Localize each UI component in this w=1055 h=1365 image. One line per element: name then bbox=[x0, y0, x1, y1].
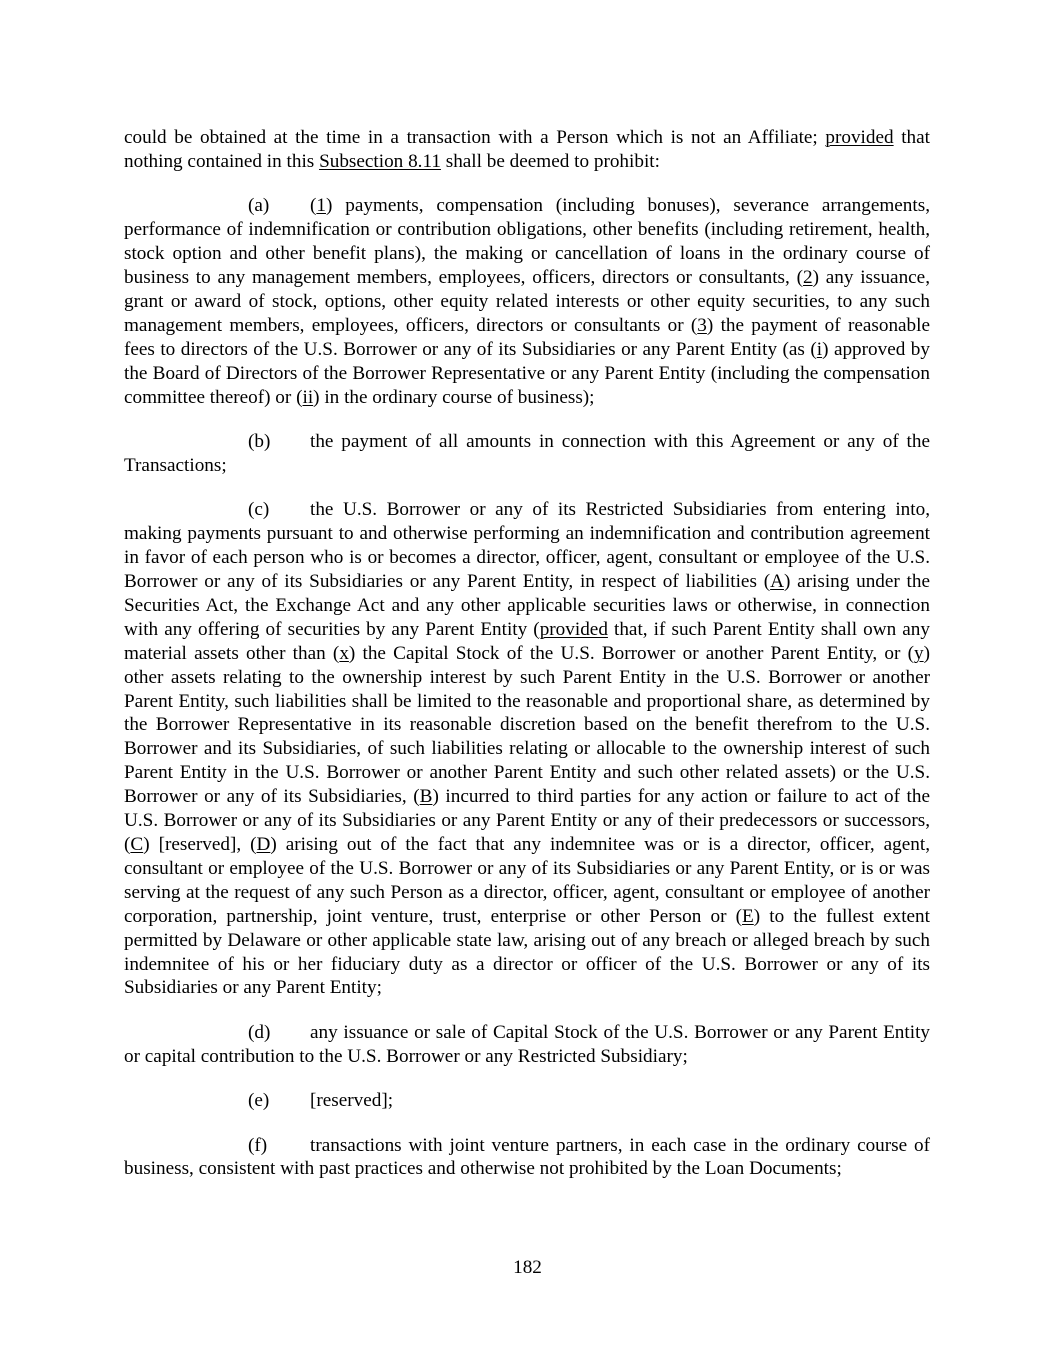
clause-label: (d) bbox=[248, 1021, 271, 1043]
enumerator: y bbox=[914, 642, 924, 664]
clause-b bbox=[124, 430, 930, 478]
clause-text: the payment of all amounts in connection with this Agreement or any of the Transactions; bbox=[124, 430, 930, 476]
provided-term: provided bbox=[539, 618, 608, 640]
clause-text: [reserved]; bbox=[310, 1090, 394, 1112]
document-body bbox=[124, 126, 930, 1202]
clause-text: that, if such Parent Entity shall own any material assets other than bbox=[124, 618, 930, 664]
clause-text: transactions with joint venture partners, in each case in the ordinary course of business, consistent with past practices and otherwise not prohibited by the Loan Documents; bbox=[124, 1134, 930, 1180]
clause-text: the U.S. Borrower or any of its Restricted Subsidiaries from entering into, making payments pursuant to and otherwise performing an indemnification and contribution agreement in favor of each person who is or becomes a director, officer, agent, consultant or employee of the U.S. Borrower or any of its Subsidiaries or any Parent Entity, in respect of liabilities bbox=[124, 499, 930, 592]
clause-text: to the fullest extent permitted by Delaware or other applicable state law, arising out of any breach or alleged breach by such indemnitee of his or her fiduciary duty as a director or officer of the U.S. Borrower or any of its Subsidiaries or any Parent Entity; bbox=[124, 905, 930, 999]
enumerator: A bbox=[770, 571, 784, 592]
enumerator: D bbox=[256, 833, 271, 855]
clause-label: (b) bbox=[248, 430, 271, 452]
enumerator: 1 bbox=[316, 195, 326, 217]
intro-text: could be obtained at the time in a transaction with a Person which is not an Affiliate; bbox=[124, 127, 826, 148]
clause-text: other assets relating to the ownership interest by such Parent Entity in the U.S. Borrower or another Parent Entity, such liabilities shall be limited to the reasonable and proportional share, as determined by the Borrower Representative in its reasonable discretion based on the benefit therefrom to the U.S. Borrower and its Subsidiaries, of such liabilities relating or allocable to the ownership interest of such Parent Entity in the U.S. Borrower or another Parent Entity and such other related assets) or the U.S. Borrower or any of its Subsidiaries, bbox=[124, 666, 930, 808]
clause-text: the payment of reasonable fees to directors of the U.S. Borrower or any of its Subsidiaries or any Parent Entity (as bbox=[124, 314, 930, 360]
clause-text: incurred to third parties for any action or failure to act of the U.S. Borrower or any of its Subsidiaries or any Parent Entity or any of their predecessors or successors, bbox=[124, 786, 930, 832]
clause-label: (e) bbox=[248, 1090, 270, 1112]
enumerator: i bbox=[816, 338, 823, 360]
clause-text: in the ordinary course of business); bbox=[319, 386, 595, 408]
subsection-reference: Subsection 8.11 bbox=[319, 150, 441, 172]
clause-c: (c) the U.S. Borrower or any of its Restricted Subsidiaries from entering into, making payments pursuant to and otherwise performing an indemnification and contribution agreement in favor of each person who is or becomes a director, officer, agent, consultant or employee of the U.S. Borrower or any of its Subsidiaries or any Parent Entity, in respect of liabilities (A) arising under the Securities Act, the Exchange Act and any other applicable securities laws or otherwise, in connection with any offering of securities by any Parent Entity (provided that, if such Parent Entity shall own any material assets other than (x) the Capital Stock of the U.S. Borrower or another Parent Entity, or (y) other assets relating to the ownership interest by such Parent Entity in the U.S. Borrower or another Parent Entity, such liabilities shall be limited to the reasonable and proportional share, as determined by the Borrower Representative in its reasonable discretion based on the benefit therefrom to the U.S. Borrower and its Subsidiaries, of such liabilities relating or allocable to the ownership interest of such Parent Entity in the U.S. Borrower or another Parent Entity and such other related assets) or the U.S. Borrower or any of its Subsidiaries, (B) incurred to third parties for any action or failure to act of the U.S. Borrower or any of its Subsidiaries or any Parent Entity or any of their predecessors or successors, (C) [reserved], (D) arising out of the fact that any indemnitee was or is a director, officer, agent, consultant or employee of the U.S. Borrower or any of its Subsidiaries or any Parent Entity, or is or was serving at the request of any such Person as a director, officer, agent, consultant or employee of another corporation, partnership, joint venture, trust, enterprise or other Person or (E) to the fullest extent permitted by Delaware or other applicable state law, arising out of any breach or alleged breach by such indemnitee of his or her fiduciary duty as a director or officer of the U.S. Borrower or any of its Subsidiaries or any Parent Entity; bbox=[124, 499, 931, 999]
enumerator: C bbox=[130, 833, 144, 855]
clause-text: any issuance, grant or award of stock, options, other equity related interests or other equity securities, to any such management members, employees, officers, directors or consultants or bbox=[124, 267, 930, 336]
clause-text: any issuance or sale of Capital Stock of the U.S. Borrower or any Parent Entity or capital contribution to the U.S. Borrower or any Restricted Subsidiary; bbox=[124, 1021, 930, 1067]
enumerator: 3 bbox=[697, 314, 707, 336]
clause-a: (a) (1) payments, compensation (including bonuses), severance arrangements, performance of indemnification or contribution obligations, other benefits (including retirement, health, stock option and other benefit plans), the making or cancellation of loans in the ordinary course of business to any management members, employees, officers, directors or consultants, (2) any issuance, grant or award of stock, options, other equity related interests or other equity securities, to any such management members, employees, officers, directors or consultants or (3) the payment of reasonable fees to directors of the U.S. Borrower or any of its Subsidiaries or any Parent Entity (as (i) approved by the Board of Directors of the Borrower Representative or any Parent Entity (including the compensation committee thereof) or (ii) in the ordinary course of business); bbox=[124, 195, 930, 408]
page-number: 182 bbox=[513, 1257, 542, 1278]
clause-text: arising out of the fact that any indemnitee was or is a director, officer, agent, consultant or employee of the U.S. Borrower or any of its Subsidiaries or any Parent Entity, or is or was serving at the request of any such Person as a director, officer, agent, consultant or employee of another corporation, partnership, joint venture, trust, enterprise or other Person or bbox=[124, 833, 931, 927]
clause-label: (f) bbox=[248, 1134, 268, 1156]
intro-paragraph bbox=[124, 126, 930, 174]
enumerator: E bbox=[742, 905, 754, 927]
intro-text: shall be deemed to prohibit: bbox=[440, 150, 660, 172]
provided-term: provided bbox=[825, 127, 894, 148]
clause-e bbox=[124, 1089, 930, 1113]
clause-label: (c) bbox=[248, 499, 270, 521]
clause-label: (a) bbox=[248, 195, 270, 217]
enumerator: ii bbox=[302, 386, 314, 408]
clause-text: approved by the Board of Directors of the Borrower Representative or any Parent Entity (including the compensation committee thereof) or bbox=[124, 338, 930, 408]
clause-text: the Capital Stock of the U.S. Borrower or another Parent Entity, or bbox=[355, 642, 908, 664]
clause-d bbox=[124, 1021, 930, 1069]
clause-text: arising under the Securities Act, the Exchange Act and any other applicable securities laws or otherwise, in connection with any offering of securities by any Parent Entity ( bbox=[124, 571, 930, 640]
enumerator: B bbox=[419, 786, 433, 808]
intro-text: that nothing contained in this bbox=[124, 127, 930, 172]
enumerator: x bbox=[339, 642, 349, 664]
clause-f bbox=[124, 1134, 930, 1182]
clause-text: [reserved], bbox=[149, 833, 251, 855]
enumerator: 2 bbox=[802, 267, 813, 289]
clause-text: payments, compensation (including bonuses), severance arrangements, performance of indemnification or contribution obligations, other benefits (including retirement, health, stock option and other benefit plans), the making or cancellation of loans in the ordinary course of business to any management members, employees, officers, directors or consultants, bbox=[124, 195, 930, 289]
